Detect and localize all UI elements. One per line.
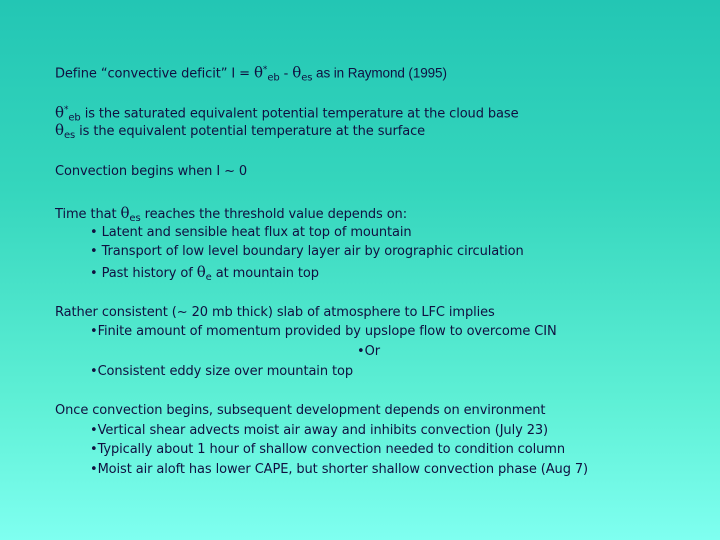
threshold-suffix: reaches the threshold value depends on: [140,207,407,222]
theta-symbol: θ [196,263,206,281]
theta-symbol: θ [253,63,263,82]
bullet-item: •Finite amount of momentum provided by upslope flow to overcome CIN [90,324,557,339]
definition-suffix: as in Raymond (1995) [312,65,447,81]
theta-eb-text: is the saturated equivalent potential temperature at the cloud base [80,106,519,122]
convection-begins: Convection begins when I ~ 0 [55,164,248,179]
star-superscript: * [262,65,268,75]
subscript-es: es [301,72,313,84]
past-history-suffix: at mountain top [211,266,319,281]
bullet-item: • Latent and sensible heat flux at top of mountain [90,225,412,240]
theta-es-definition [55,121,425,141]
subscript-es: es [129,213,141,224]
once-convection-heading: Once convection begins, subsequent development depends on environment [55,403,546,418]
bullet-item: •Vertical shear advects moist air away and inhibits convection (July 23) [90,423,549,438]
threshold-heading [55,204,407,224]
bullet-item-past-history [90,263,319,283]
subscript-eb: eb [267,72,280,84]
bullet-item: •Moist air aloft has lower CAPE, but shorter shallow convection phase (Aug 7) [90,462,589,477]
past-history-prefix: • Past history of [90,266,197,281]
theta-es-text: is the equivalent potential temperature at the surface [75,124,426,139]
theta-symbol: θ [55,103,64,122]
convective-deficit-definition [55,61,447,83]
threshold-prefix: Time that [55,207,121,222]
consistent-slab-heading: Rather consistent (~ 20 mb thick) slab of atmosphere to LFC implies [55,305,495,320]
definition-prefix: Define “convective deficit” I = [55,66,254,82]
theta-symbol: θ [120,204,130,222]
minus-sign: - [279,66,293,82]
bullet-item: • Transport of low level boundary layer air by orographic circulation [90,244,524,259]
subscript-e: e [205,272,212,283]
bullet-item: •Typically about 1 hour of shallow convection needed to condition column [90,442,566,457]
bullet-item-or: •Or [357,344,380,359]
star-superscript: * [63,105,69,115]
subscript-es: es [63,130,76,141]
theta-symbol: θ [292,63,302,82]
subscript-eb: eb [68,112,81,124]
theta-eb-definition [55,101,518,123]
theta-symbol: θ [55,121,64,139]
bullet-item: •Consistent eddy size over mountain top [90,364,353,379]
